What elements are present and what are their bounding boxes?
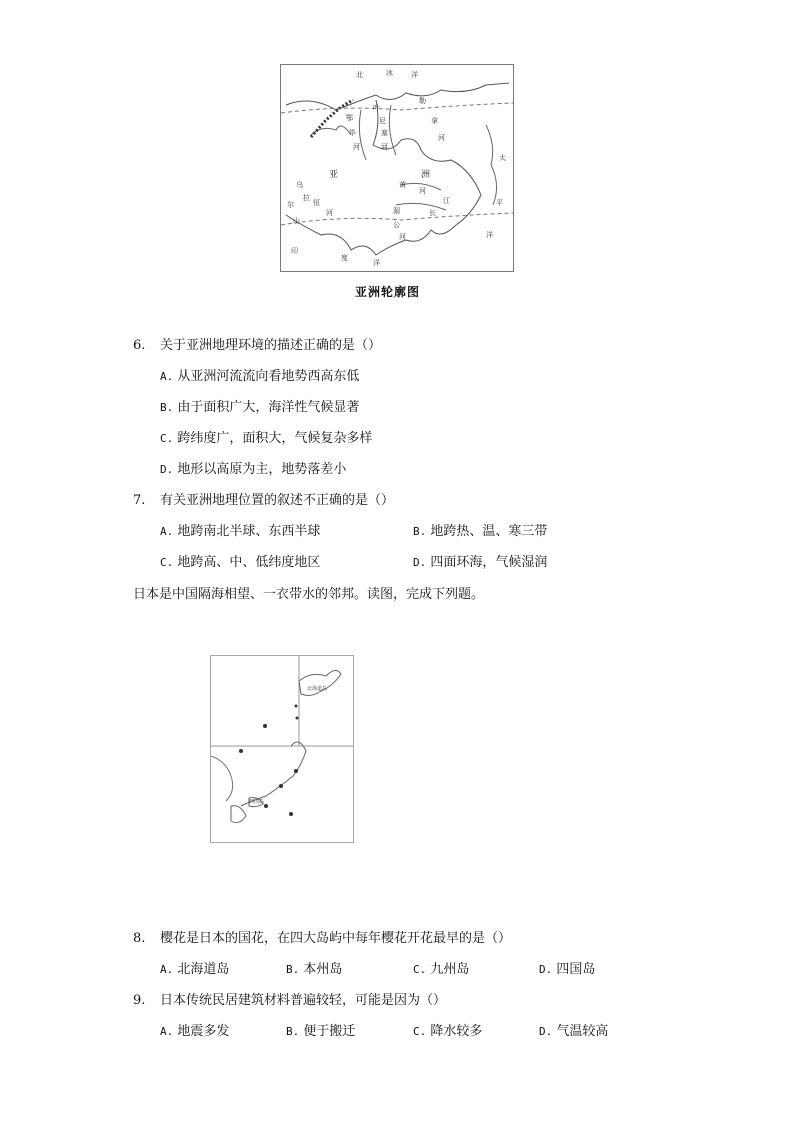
question-number: 7. [133,493,146,508]
q9-option-c[interactable] [413,1024,482,1040]
svg-text:冰: 冰 [386,69,393,77]
svg-text:勒: 勒 [419,97,426,105]
option-letter: A. [160,963,174,976]
svg-text:山: 山 [293,217,300,225]
q8-option-d[interactable] [539,962,595,978]
q9-option-d[interactable] [539,1024,608,1040]
option-letter: B. [413,525,427,538]
hokkaido-label: 北海道岛 [307,686,328,692]
svg-text:河: 河 [438,134,445,142]
option-text: 便于搬迁 [303,1024,356,1039]
japan-map-drawing [211,656,353,842]
svg-text:尔: 尔 [287,201,294,209]
q6-option-d[interactable] [160,462,346,478]
q9-option-a[interactable] [160,1024,229,1040]
option-text: 地跨高、中、低纬度地区 [177,555,321,570]
option-text: 北海道岛 [177,962,230,977]
asia-map-caption: 亚洲轮廓图 [355,285,421,299]
option-letter: D. [539,1025,553,1038]
japan-map [210,655,354,843]
svg-text:河: 河 [326,209,333,217]
svg-text:塞: 塞 [381,129,388,137]
svg-text:尼: 尼 [379,117,386,125]
svg-text:叶: 叶 [373,104,380,112]
option-text: 由于面积广大，海洋性气候显著 [177,400,360,415]
option-text: 本州岛 [303,962,343,977]
svg-text:洋: 洋 [373,259,380,267]
option-letter: D. [539,963,553,976]
svg-text:河: 河 [353,143,360,151]
shikoku-label: 四国岛 [249,799,265,805]
svg-text:度: 度 [341,254,348,262]
svg-text:公: 公 [393,221,400,229]
question-9 [133,993,446,1009]
svg-text:河: 河 [419,187,426,195]
svg-text:太: 太 [499,154,506,162]
question-7 [133,493,394,509]
q8-option-c[interactable] [413,962,469,978]
q7-option-a[interactable] [160,524,320,540]
question-number: 6. [133,338,146,353]
option-letter: D. [160,463,174,476]
option-letter: C. [413,1025,427,1038]
option-text: 九州岛 [430,962,470,977]
q6-option-b[interactable] [160,400,359,416]
svg-text:平: 平 [496,199,503,207]
option-text: 四面环海，气候湿润 [430,555,548,570]
option-text: 跨纬度广，面积大，气候复杂多样 [177,431,373,446]
option-text: 地跨南北半球、东西半球 [177,524,321,539]
svg-text:长: 长 [429,209,436,217]
question-stem: 日本传统民居建筑材料普遍较轻，可能是因为（） [160,993,447,1008]
svg-text:洋: 洋 [411,71,418,79]
option-letter: A. [160,370,174,383]
svg-text:江: 江 [443,197,450,205]
question-number: 8. [133,931,146,946]
option-text: 降水较多 [430,1024,483,1039]
svg-text:洋: 洋 [486,231,493,239]
option-letter: C. [160,556,174,569]
q6-option-c[interactable] [160,431,372,447]
option-letter: C. [160,432,174,445]
q9-option-b[interactable] [286,1024,355,1040]
q7-option-d[interactable] [413,555,547,571]
option-letter: C. [413,963,427,976]
q7-option-b[interactable] [413,524,547,540]
svg-text:河: 河 [399,233,406,241]
option-text: 地形以高原为主，地势落差小 [177,462,347,477]
q7-option-c[interactable] [160,555,320,571]
svg-text:北: 北 [356,71,363,79]
question-stem: 关于亚洲地理环境的描述正确的是（） [160,338,382,353]
svg-text:湄: 湄 [393,207,400,215]
option-text: 气温较高 [556,1024,609,1039]
question-stem: 樱花是日本的国花，在四大岛屿中每年樱花开花最早的是（） [160,931,512,946]
option-letter: A. [160,525,174,538]
option-letter: B. [286,963,300,976]
svg-text:黄: 黄 [399,181,406,189]
q8-option-a[interactable] [160,962,229,978]
asia-map-drawing [281,65,513,271]
question-number: 9. [133,993,146,1008]
svg-text:乌: 乌 [296,181,303,189]
option-text: 从亚洲河流流向看地势西高东低 [177,369,360,384]
svg-text:印: 印 [291,247,298,255]
svg-text:鄂: 鄂 [346,114,353,122]
japan-intro-text: 日本是中国隔海相望、一衣带水的邻邦。读图，完成下列题。 [133,587,485,602]
svg-text:洲: 洲 [421,170,431,180]
question-8 [133,931,511,947]
option-text: 地震多发 [177,1024,230,1039]
option-letter: A. [160,1025,174,1038]
option-text: 地跨热、温、寒三带 [430,524,548,539]
q8-option-b[interactable] [286,962,342,978]
q6-option-a[interactable] [160,369,359,385]
option-text: 四国岛 [556,962,596,977]
svg-text:亚: 亚 [329,170,339,180]
svg-text:恒: 恒 [313,199,320,207]
svg-text:河: 河 [381,143,388,151]
asia-outline-map [280,64,514,272]
svg-text:拉: 拉 [303,194,310,202]
svg-text:毕: 毕 [349,129,356,137]
option-letter: B. [286,1025,300,1038]
question-6 [133,338,381,354]
question-stem: 有关亚洲地理位置的叙述不正确的是（） [160,493,395,508]
svg-text:拿: 拿 [431,117,438,125]
option-letter: B. [160,401,174,414]
option-letter: D. [413,556,427,569]
